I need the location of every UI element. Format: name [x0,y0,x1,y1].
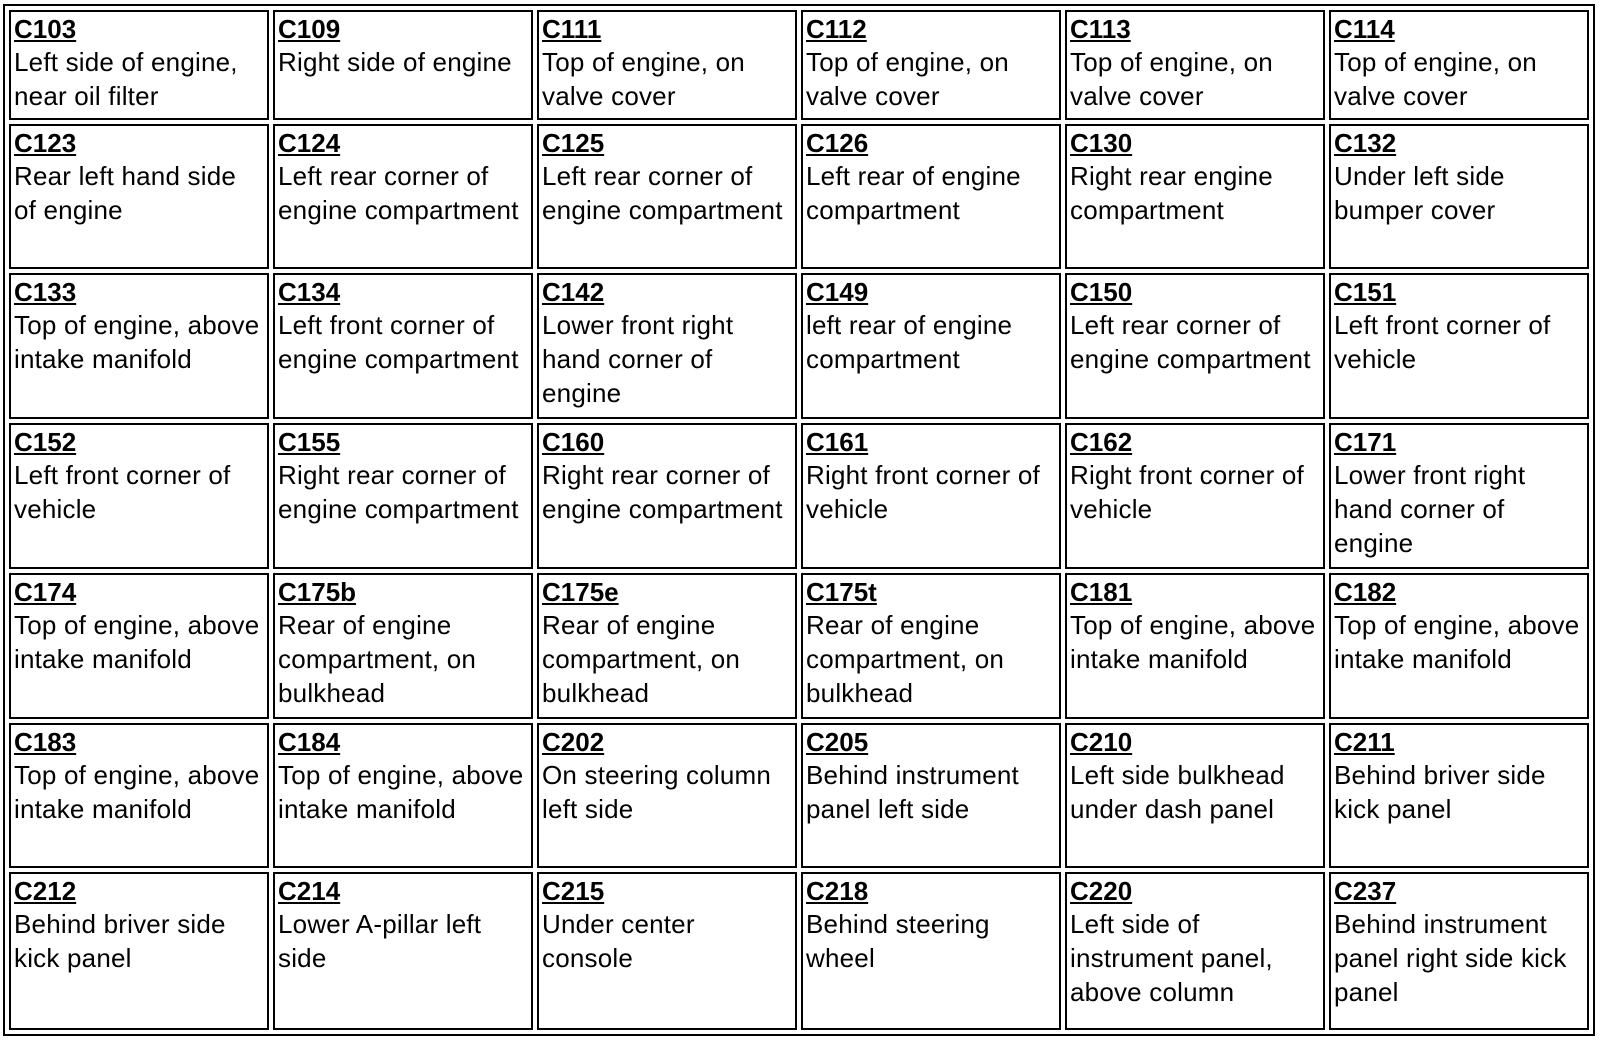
connector-location-text: Right front corner of vehicle [1070,460,1304,525]
connector-code-link[interactable]: C155 [278,427,341,458]
connector-location-text: Behind instrument panel right side kick panel [1334,909,1567,1008]
connector-location-text: Rear left hand side of engine [14,161,237,226]
connector-location-text: Rear of engine compartment, on bulkhead [542,610,741,709]
connector-cell [1065,423,1325,569]
table-row [9,273,1589,419]
connector-cell [801,872,1061,1030]
connector-cell [1065,872,1325,1030]
connector-cell [1329,124,1589,269]
connector-code-link[interactable]: C160 [542,427,605,458]
connector-location-text: Left rear corner of engine compartment [1070,310,1311,375]
connector-cell [1065,723,1325,868]
connector-code-link[interactable]: C205 [806,727,869,758]
connector-cell [537,872,797,1030]
connector-location-text: Top of engine, above intake manifold [1334,610,1580,675]
connector-cell [273,573,533,719]
connector-cell [9,872,269,1030]
connector-location-text: Right front corner of vehicle [806,460,1040,525]
connector-location-text: Rear of engine compartment, on bulkhead [806,610,1005,709]
connector-location-text: On steering column left side [542,760,772,825]
connector-code-link[interactable]: C113 [1070,14,1131,44]
connector-cell [1065,273,1325,419]
connector-cell [9,124,269,269]
table-row [9,723,1589,868]
connector-cell [801,723,1061,868]
connector-code-link[interactable]: C212 [14,876,77,907]
connector-cell [801,124,1061,269]
connector-cell [9,573,269,719]
connector-cell [273,723,533,868]
connector-location-text: Left front corner of vehicle [14,460,231,525]
connector-code-link[interactable]: C150 [1070,277,1133,308]
connector-code-link[interactable]: C109 [278,14,341,44]
connector-cell [801,273,1061,419]
connector-code-link[interactable]: C162 [1070,427,1133,458]
connector-cell [1329,423,1589,569]
connector-cell [1329,10,1589,120]
connector-location-text: Left front corner of engine compartment [278,310,519,375]
connector-code-link[interactable]: C123 [14,128,77,159]
connector-code-link[interactable]: C211 [1334,727,1395,758]
connector-cell [537,124,797,269]
connector-location-text: Lower front right hand corner of engine [542,310,734,409]
connector-location-text: Left side bulkhead under dash panel [1070,760,1285,825]
connector-location-text: Top of engine, above intake manifold [14,310,260,375]
connector-cell [801,573,1061,719]
connector-code-link[interactable]: C134 [278,277,341,308]
connector-code-link[interactable]: C220 [1070,876,1133,907]
connector-cell [1329,872,1589,1030]
connector-code-link[interactable]: C210 [1070,727,1133,758]
connector-code-link[interactable]: C181 [1070,577,1133,608]
table-row [9,423,1589,569]
connector-code-link[interactable]: C114 [1334,14,1395,44]
table-row [9,573,1589,719]
connector-location-text: Left side of instrument panel, above column [1070,909,1273,1008]
table-row [9,10,1589,120]
connector-cell [1329,273,1589,419]
connector-code-link[interactable]: C183 [14,727,77,758]
connector-code-link[interactable]: C175e [542,577,619,608]
connector-location-text: Behind briver side kick panel [14,909,226,974]
connector-location-text: Top of engine, above intake manifold [1070,610,1316,675]
connector-cell [801,10,1061,120]
connector-location-text: Lower A-pillar left side [278,909,482,974]
connector-code-link[interactable]: C218 [806,876,869,907]
connector-cell [801,423,1061,569]
connector-location-text: Right rear corner of engine compartment [542,460,783,525]
connector-code-link[interactable]: C103 [14,14,77,44]
connector-cell [537,723,797,868]
connector-cell [9,10,269,120]
connector-location-table [3,4,1595,1036]
connector-cell [9,423,269,569]
connector-cell [537,423,797,569]
connector-cell [537,573,797,719]
connector-code-link[interactable]: C111 [542,14,602,44]
connector-cell [1065,573,1325,719]
connector-code-link[interactable]: C142 [542,277,605,308]
connector-code-link[interactable]: C161 [806,427,869,458]
connector-location-text: left rear of engine compartment [806,310,1013,375]
connector-code-link[interactable]: C125 [542,128,605,159]
connector-cell [537,273,797,419]
connector-code-link[interactable]: C132 [1334,128,1397,159]
connector-cell [1065,124,1325,269]
connector-location-text: Lower front right hand corner of engine [1334,460,1526,559]
connector-code-link[interactable]: C215 [542,876,605,907]
connector-cell [1329,723,1589,868]
connector-code-link[interactable]: C151 [1334,277,1397,308]
table-row [9,124,1589,269]
connector-location-text: Top of engine, on valve cover [1334,47,1537,111]
connector-location-text: Left side of engine, near oil filter [14,47,238,111]
connector-location-text: Behind instrument panel left side [806,760,1019,825]
connector-code-link[interactable]: C112 [806,14,867,44]
connector-code-link[interactable]: C175b [278,577,357,608]
connector-cell [1065,10,1325,120]
connector-location-text: Right side of engine [278,47,512,77]
connector-location-text: Left rear corner of engine compartment [278,161,519,226]
connector-location-text: Behind briver side kick panel [1334,760,1546,825]
connector-location-text: Left front corner of vehicle [1334,310,1551,375]
connector-location-text: Right rear engine compartment [1070,161,1273,226]
connector-code-link[interactable]: C152 [14,427,77,458]
connector-code-link[interactable]: C126 [806,128,869,159]
connector-code-link[interactable]: C133 [14,277,77,308]
connector-cell [273,423,533,569]
connector-location-text: Left rear corner of engine compartment [542,161,783,226]
connector-code-link[interactable]: C202 [542,727,605,758]
table-row [9,872,1589,1030]
connector-cell [273,10,533,120]
connector-code-link[interactable]: C149 [806,277,869,308]
connector-location-text: Top of engine, on valve cover [542,47,745,111]
connector-code-link[interactable]: C130 [1070,128,1133,159]
connector-cell [537,10,797,120]
connector-code-link[interactable]: C171 [1334,427,1397,458]
connector-location-text: Top of engine, above intake manifold [14,760,260,825]
connector-code-link[interactable]: C237 [1334,876,1397,907]
connector-location-text: Top of engine, on valve cover [1070,47,1273,111]
connector-cell [9,273,269,419]
connector-code-link[interactable]: C214 [278,876,341,907]
connector-location-text: Behind steering wheel [806,909,990,974]
connector-code-link[interactable]: C182 [1334,577,1397,608]
connector-cell [9,723,269,868]
connector-code-link[interactable]: C124 [278,128,341,159]
connector-location-text: Under left side bumper cover [1334,161,1505,226]
connector-cell [273,273,533,419]
connector-location-text: Under center console [542,909,695,974]
connector-cell [273,124,533,269]
connector-location-text: Top of engine, above intake manifold [14,610,260,675]
connector-code-link[interactable]: C184 [278,727,341,758]
connector-location-text: Rear of engine compartment, on bulkhead [278,610,477,709]
connector-cell [1329,573,1589,719]
connector-code-link[interactable]: C174 [14,577,77,608]
connector-cell [273,872,533,1030]
connector-code-link[interactable]: C175t [806,577,877,608]
connector-location-text: Top of engine, above intake manifold [278,760,524,825]
connector-location-text: Left rear of engine compartment [806,161,1021,226]
connector-location-text: Top of engine, on valve cover [806,47,1009,111]
connector-location-text: Right rear corner of engine compartment [278,460,519,525]
